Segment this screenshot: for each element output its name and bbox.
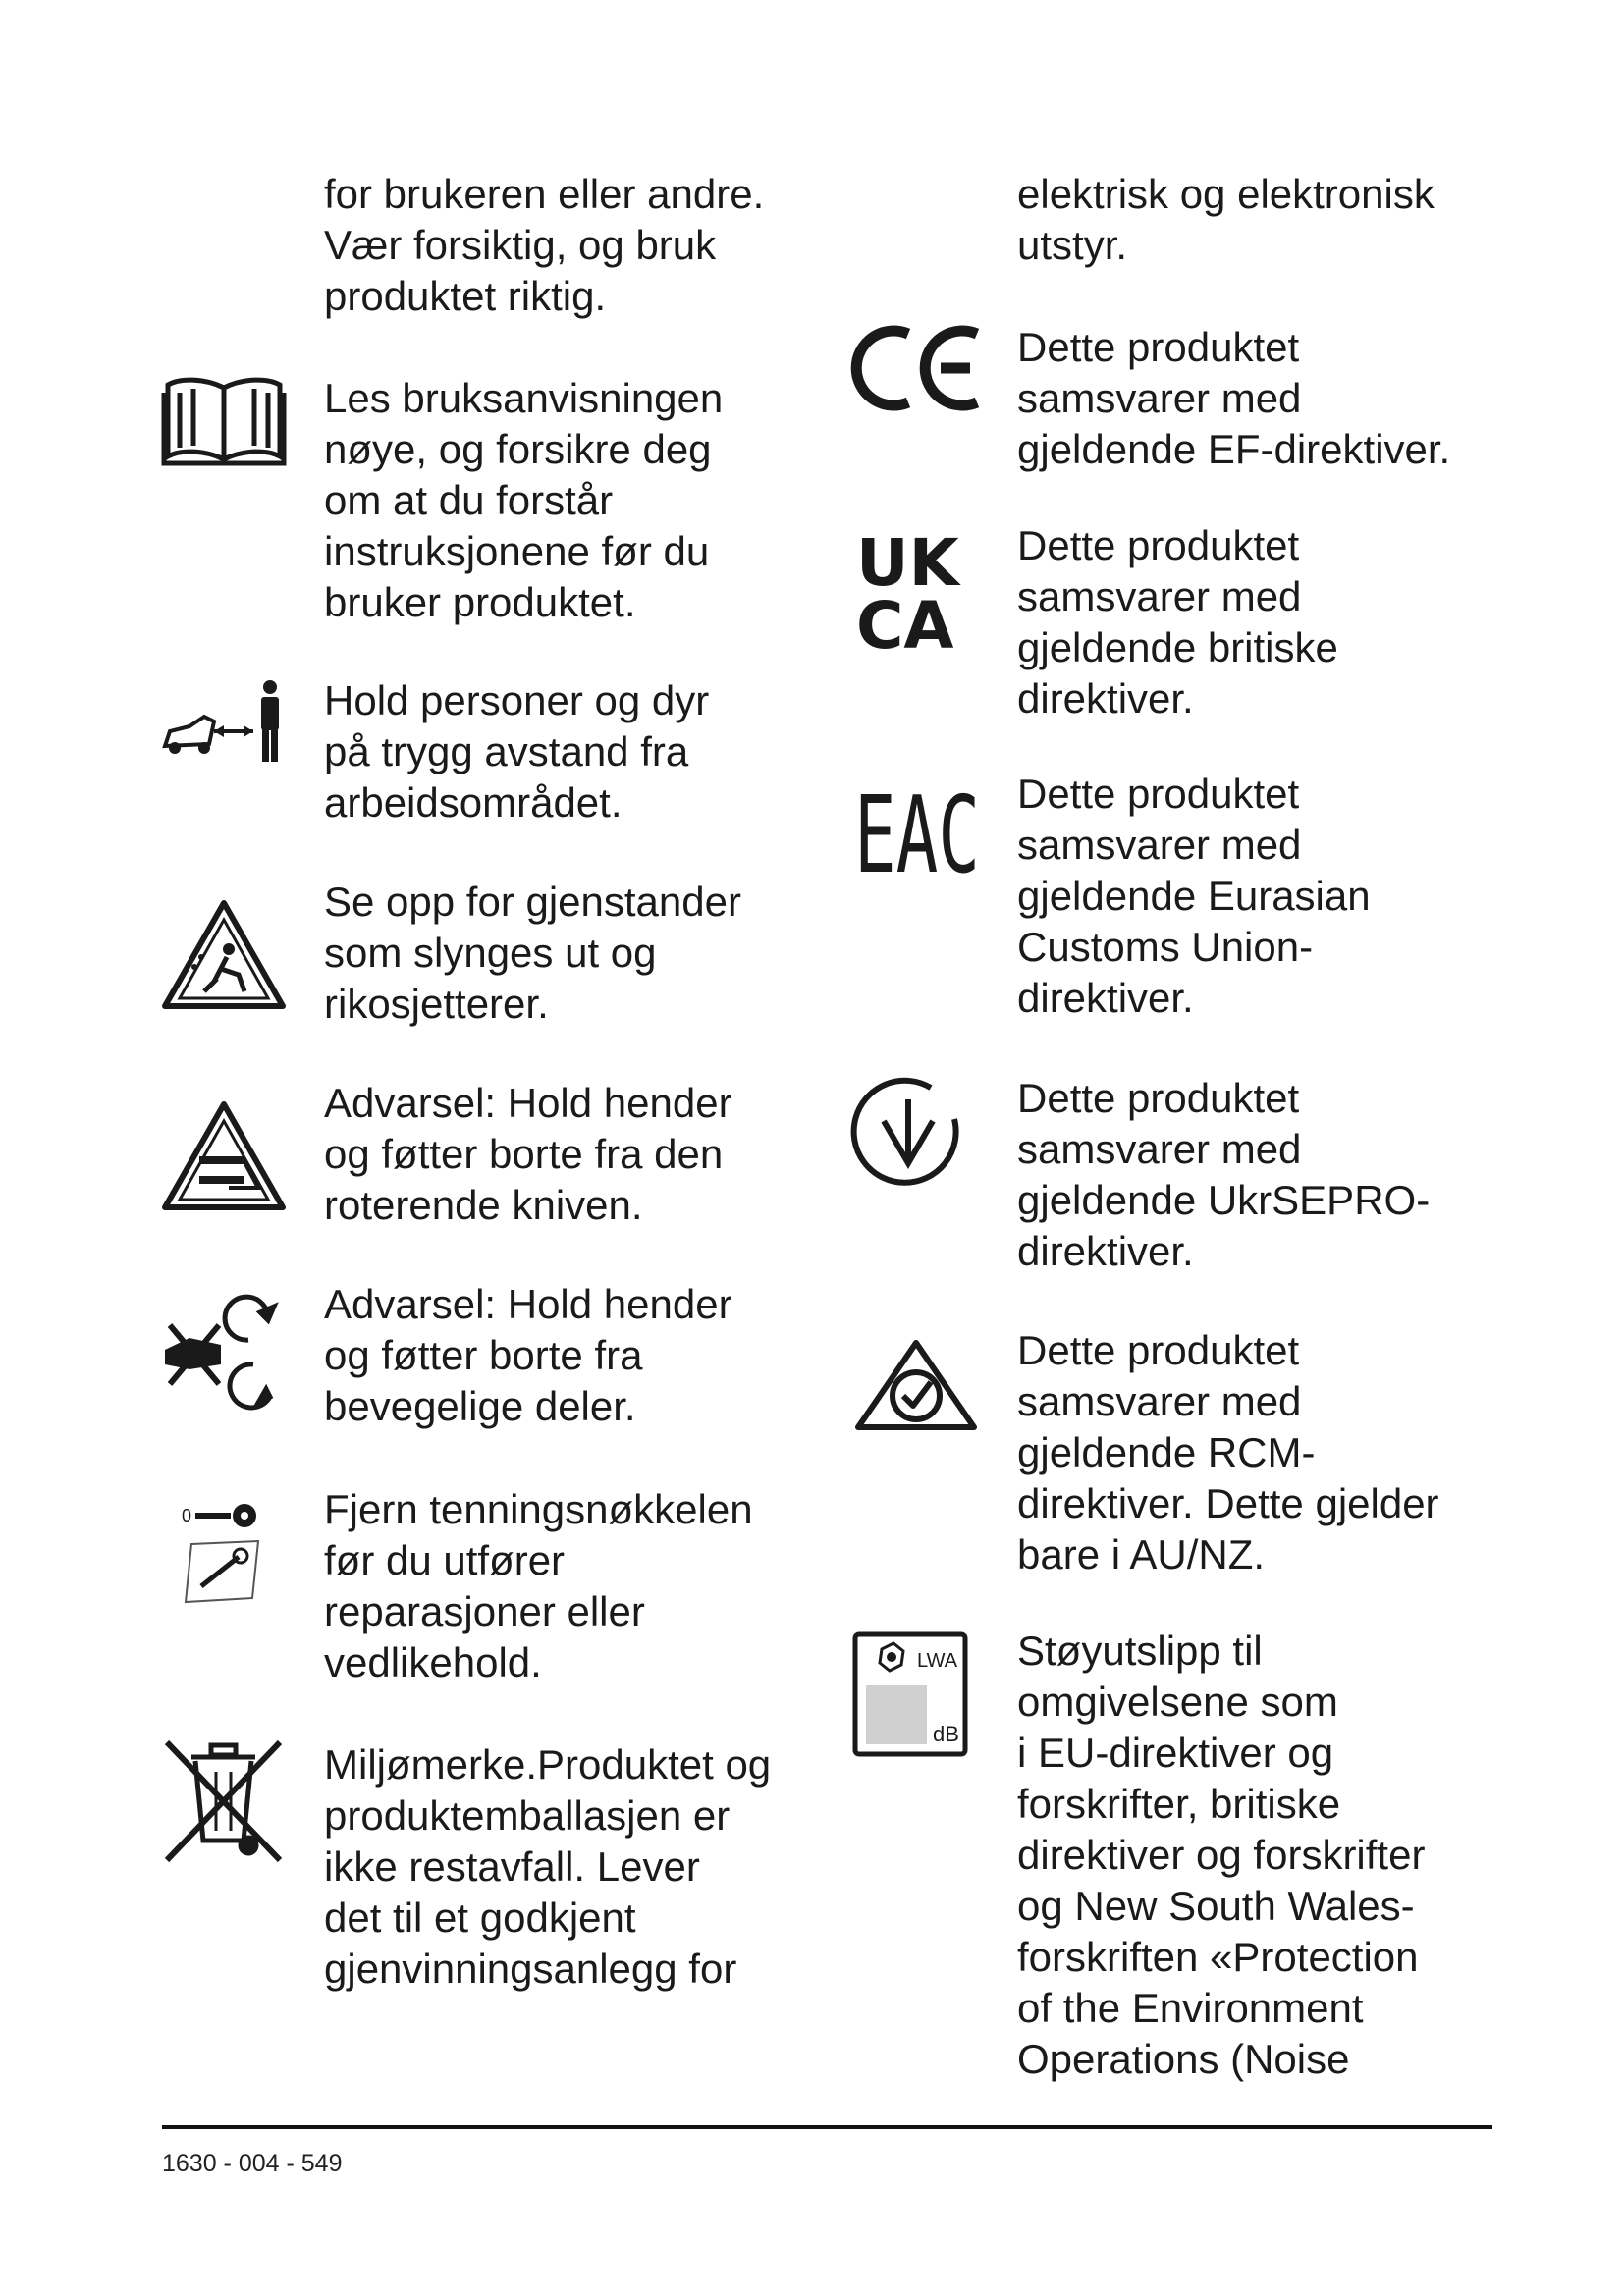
- svg-text:dB: dB: [933, 1722, 959, 1746]
- manual-text: Les bruksanvisningen nøye, og forsikre deg om at du forstår instruksjonene før du bruker produktet.: [324, 375, 724, 625]
- rcm-mark-icon: [852, 1337, 980, 1435]
- svg-text:LWA: LWA: [917, 1650, 958, 1672]
- svg-text:0: 0: [182, 1506, 192, 1525]
- rcm-text: Dette produktet samsvarer med gjeldende RCM- direktiver. Dette gjelder bare i AU/NZ.: [1017, 1327, 1439, 1577]
- noise-label-icon: [852, 1631, 968, 1757]
- noise-text: Støyutslipp til omgivelsene som i EU-direktiver og forskrifter, britiske direktiver og forskrifter og New South Wales- forskriften «Protection of the Environment Operations (Noise: [1017, 1628, 1426, 2082]
- key-text: Fjern tenningsnøkkelen før du utfører reparasjoner eller vedlikehold.: [324, 1486, 753, 1685]
- thrown-objects-text: Se opp for gjenstander som slynges ut og rikosjetterer.: [324, 879, 741, 1027]
- distance-text: Hold personer og dyr på trygg avstand fra arbeidsområdet.: [324, 677, 710, 826]
- rotating-blade-text: Advarsel: Hold hender og føtter borte fra den roterende kniven.: [324, 1080, 732, 1228]
- page-footer-doc-number: 1630 - 004 - 549: [162, 2150, 343, 2177]
- svg-text:CA: CA: [856, 588, 954, 664]
- weee-label: Miljømerke.: [324, 1741, 537, 1788]
- moving-parts-icon: [160, 1291, 288, 1414]
- intro-text: for brukeren eller andre. Vær forsiktig, og bruk produktet riktig.: [324, 171, 765, 319]
- weee-text: [324, 1739, 771, 1995]
- ukrsepro-mark-icon: [854, 1080, 962, 1193]
- remove-key-icon: [180, 1500, 268, 1608]
- svg-text:EAC: EAC: [854, 774, 980, 897]
- ukrsepro-text: Dette produktet samsvarer med gjeldende UkrSEPRO- direktiver.: [1017, 1075, 1431, 1274]
- eac-text: Dette produktet samsvarer med gjeldende Eurasian Customs Union- direktiver.: [1017, 771, 1371, 1021]
- eac-mark-icon: [854, 774, 982, 897]
- keep-distance-icon: [160, 677, 288, 766]
- crossed-bin-icon: [162, 1737, 285, 1865]
- svg-text:UK: UK: [856, 525, 959, 601]
- weee-continued-text: elektrisk og elektronisk utstyr.: [1017, 171, 1435, 268]
- footer-rule: [162, 2125, 1492, 2129]
- ce-text: Dette produktet samsvarer med gjeldende EF-direktiver.: [1017, 324, 1451, 472]
- ukca-mark-icon: [856, 525, 979, 664]
- ce-mark-icon: [854, 324, 982, 412]
- open-book-icon: [160, 373, 288, 466]
- ukca-text: Dette produktet samsvarer med gjeldende britiske direktiver.: [1017, 522, 1338, 721]
- moving-parts-text: Advarsel: Hold hender og føtter borte fra bevegelige deler.: [324, 1281, 732, 1429]
- thrown-objects-warning-icon: [160, 898, 288, 1011]
- weee-body: Produktet og produktemballasjen er ikke restavfall. Lever det til et godkjent gjenvinningsanlegg for: [324, 1741, 772, 1992]
- rotating-blade-warning-icon: [160, 1099, 288, 1212]
